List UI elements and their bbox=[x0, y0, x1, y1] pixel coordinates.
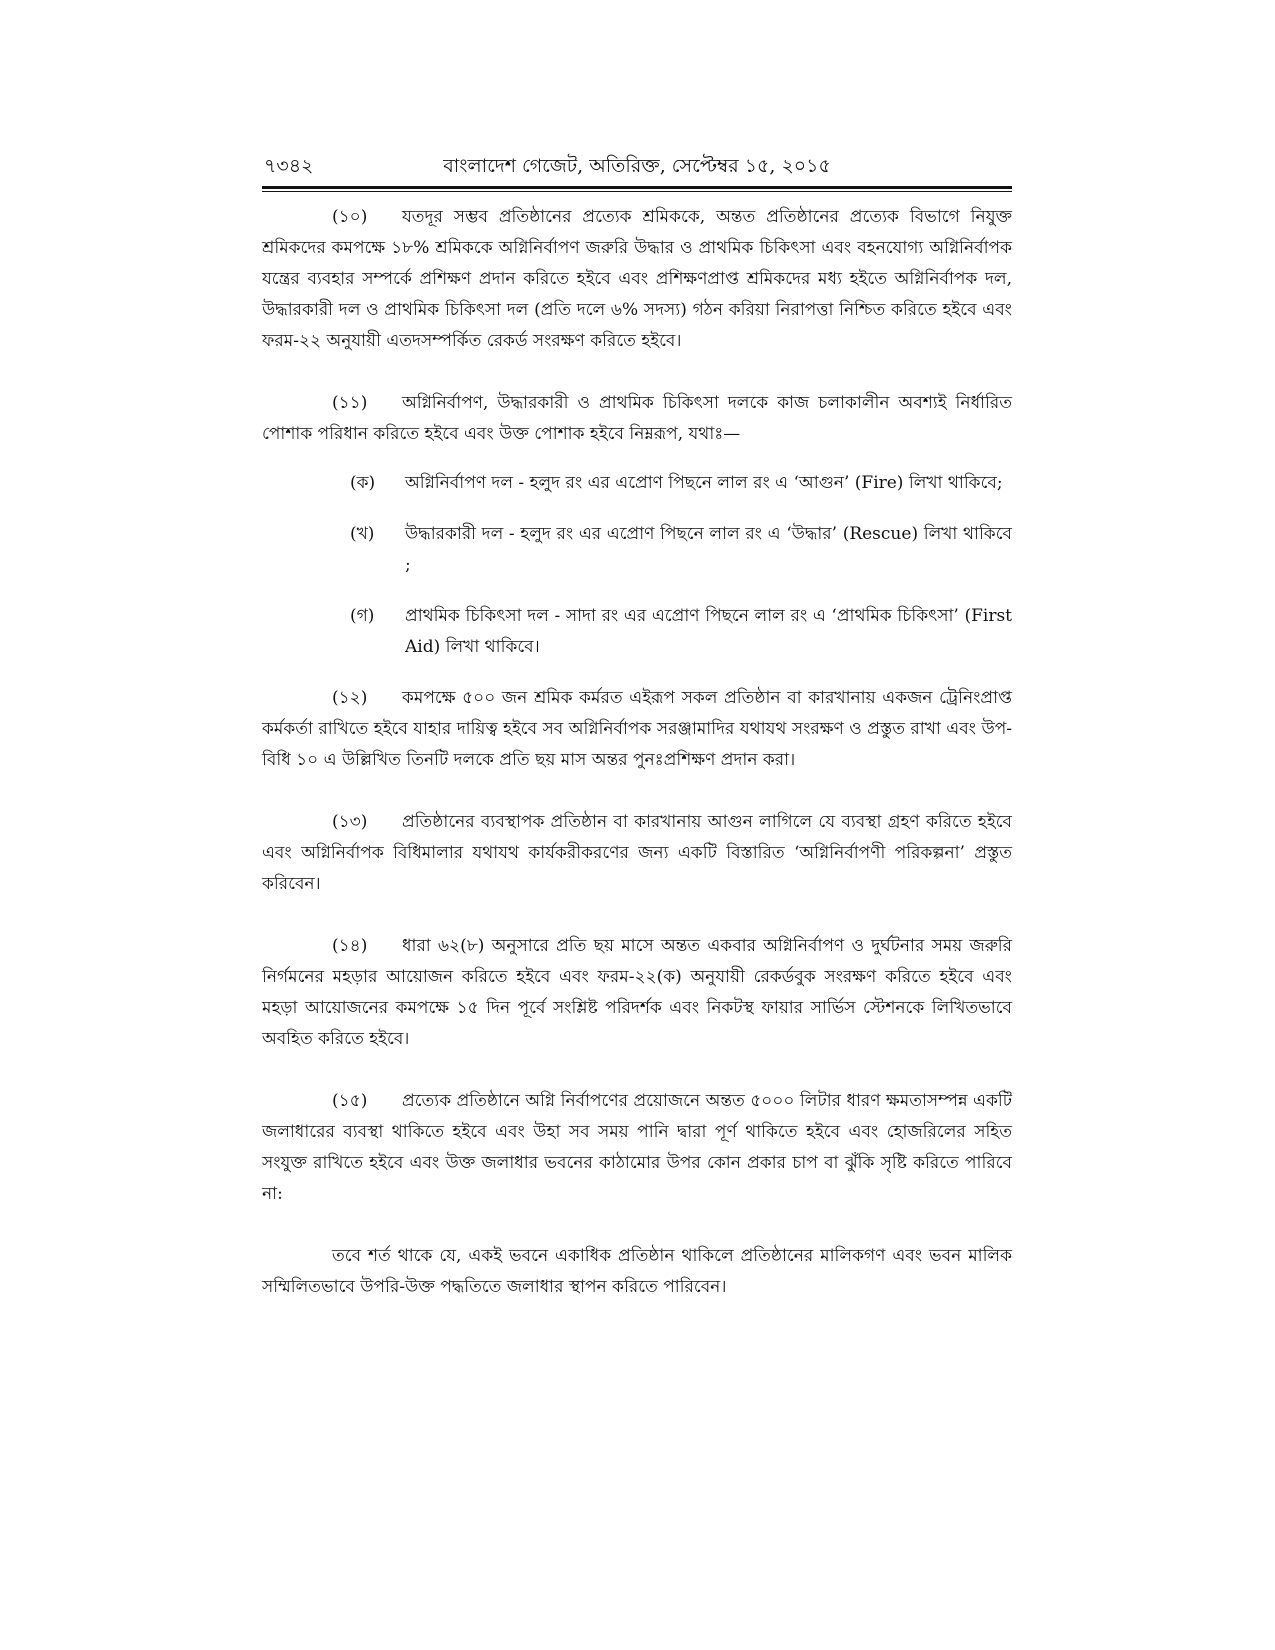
proviso-paragraph: তবে শর্ত থাকে যে, একই ভবনে একাধিক প্রতিষ্ঠান থাকিলে প্রতিষ্ঠানের মালিকগণ এবং ভবন মালিক সম্মিলিতভাবে উপরি-উক্ত পদ্ধতিতে জলাধার স্থাপন করিতে পারিবেন। bbox=[262, 1246, 1012, 1297]
clause-11 bbox=[262, 388, 1012, 450]
list-item-text: প্রাথমিক চিকিৎসা দল - সাদা রং এর এপ্রোণ পিছনে লাল রং এ ‘প্রাথমিক চিকিৎসা’ (First Aid) লিখা থাকিবে। bbox=[405, 606, 1012, 657]
clause-text: কমপক্ষে ৫০০ জন শ্রমিক কর্মরত এইরূপ সকল প্রতিষ্ঠান বা কারখানায় একজন ট্রেনিংপ্রাপ্ত কর্মকর্তা রাখিতে হইবে যাহার দায়িত্ব হইবে সব অগ্নিনির্বাপক সরঞ্জামাদির যথাযথ সংরক্ষণ ও প্রস্তুত রাখা এবং উপ-বিধি ১০ এ উল্লিখিত তিনটি দলকে প্রতি ছয় মাস অন্তর পুনঃপ্রশিক্ষণ প্রদান করা। bbox=[262, 688, 1012, 770]
gazette-page bbox=[262, 152, 1012, 1303]
clause-text: ধারা ৬২(৮) অনুসারে প্রতি ছয় মাসে অন্তত একবার অগ্নিনির্বাপণ ও দুর্ঘটনার সময় জরুরি নির্গমনের মহড়ার আয়োজন করিতে হইবে এবং ফরম-২২(ক) অনুযায়ী রেকর্ডবুক সংরক্ষণ করিতে হইবে এবং মহড়া আয়োজনের কমপক্ষে ১৫ দিন পূর্বে সংশ্লিষ্ট পরিদর্শক এবং নিকটস্থ ফায়ার সার্ভিস স্টেশনকে লিখিতভাবে অবহিত করিতে হইবে। bbox=[262, 936, 1012, 1049]
list-item-label: (গ) bbox=[350, 606, 375, 626]
document-body bbox=[262, 202, 1012, 1303]
clause-text: প্রত্যেক প্রতিষ্ঠানে অগ্নি নির্বাপণের প্রয়োজনে অন্তত ৫০০০ লিটার ধারণ ক্ষমতাসম্পন্ন একটি জলাধারের ব্যবস্থা থাকিতে হইবে এবং উহা সব সময় পানি দ্বারা পূর্ণ থাকিতে হইবে এবং হোজরিলের সহিত সংযুক্ত রাখিতে হইবে এবং উক্ত জলাধার ভবনের কাঠামোর উপর কোন প্রকার চাপ বা ঝুঁকি সৃষ্টি করিতে পারিবে না: bbox=[262, 1091, 1012, 1204]
list-item-fire-team bbox=[350, 468, 1012, 499]
clause-number: (১৪) bbox=[332, 936, 368, 956]
clause-text: অগ্নিনির্বাপণ, উদ্ধারকারী ও প্রাথমিক চিকিৎসা দলকে কাজ চলাকালীন অবশ্যই নির্ধারিত পোশাক পরিধান করিতে হইবে এবং উক্ত পোশাক হইবে নিম্নরূপ, যথাঃ— bbox=[262, 393, 1012, 444]
clause-number: (১৩) bbox=[332, 812, 368, 832]
uniform-list bbox=[262, 468, 1012, 663]
list-item-rescue-team bbox=[350, 519, 1012, 581]
header-rule-thick bbox=[262, 186, 1012, 189]
list-item-first-aid-team bbox=[350, 601, 1012, 663]
gazette-title: বাংলাদেশ গেজেট, অতিরিক্ত, সেপ্টেম্বর ১৫, ২০১৫ bbox=[443, 155, 831, 177]
clause-10 bbox=[262, 202, 1012, 357]
page-number: ৭৩৪২ bbox=[264, 155, 314, 177]
clause-14 bbox=[262, 931, 1012, 1055]
clause-number: (১০) bbox=[332, 207, 368, 227]
header-rule-thin bbox=[262, 191, 1012, 192]
list-item-text: উদ্ধারকারী দল - হলুদ রং এর এপ্রোণ পিছনে লাল রং এ ‘উদ্ধার’ (Rescue) লিখা থাকিবে ; bbox=[405, 524, 1012, 575]
list-item-label: (ক) bbox=[350, 473, 376, 493]
page-header bbox=[262, 152, 1012, 182]
clause-text: যতদূর সম্ভব প্রতিষ্ঠানের প্রত্যেক শ্রমিককে, অন্তত প্রতিষ্ঠানের প্রত্যেক বিভাগে নিযুক্ত শ্রমিকদের কমপক্ষে ১৮% শ্রমিককে অগ্নিনির্বাপণ জরুরি উদ্ধার ও প্রাথমিক চিকিৎসা এবং বহনযোগ্য অগ্নিনির্বাপক যন্ত্রের ব্যবহার সম্পর্কে প্রশিক্ষণ প্রদান করিতে হইবে এবং প্রশিক্ষণপ্রাপ্ত শ্রমিকদের মধ্য হইতে অগ্নিনির্বাপক দল, উদ্ধারকারী দল ও প্রাথমিক চিকিৎসা দল (প্রতি দলে ৬% সদস্য) গঠন করিয়া নিরাপত্তা নিশ্চিত করিতে হইবে এবং ফরম-২২ অনুযায়ী এতদসম্পর্কিত রেকর্ড সংরক্ষণ করিতে হইবে। bbox=[262, 207, 1012, 351]
list-item-label: (খ) bbox=[350, 524, 375, 544]
clause-text: প্রতিষ্ঠানের ব্যবস্থাপক প্রতিষ্ঠান বা কারখানায় আগুন লাগিলে যে ব্যবস্থা গ্রহণ করিতে হইবে এবং অগ্নিনির্বাপক বিধিমালার যথাযথ কার্যকরীকরণের জন্য একটি বিস্তারিত ‘অগ্নিনির্বাপণী পরিকল্পনা’ প্রস্তুত করিবেন। bbox=[262, 812, 1012, 894]
clause-number: (১২) bbox=[332, 688, 368, 708]
clause-12 bbox=[262, 683, 1012, 776]
clause-number: (১১) bbox=[332, 393, 368, 413]
list-item-text: অগ্নিনির্বাপণ দল - হলুদ রং এর এপ্রোণ পিছনে লাল রং এ ‘আগুন’ (Fire) লিখা থাকিবে; bbox=[405, 473, 1003, 493]
clause-number: (১৫) bbox=[332, 1091, 368, 1111]
clause-15 bbox=[262, 1086, 1012, 1210]
clause-13 bbox=[262, 807, 1012, 900]
